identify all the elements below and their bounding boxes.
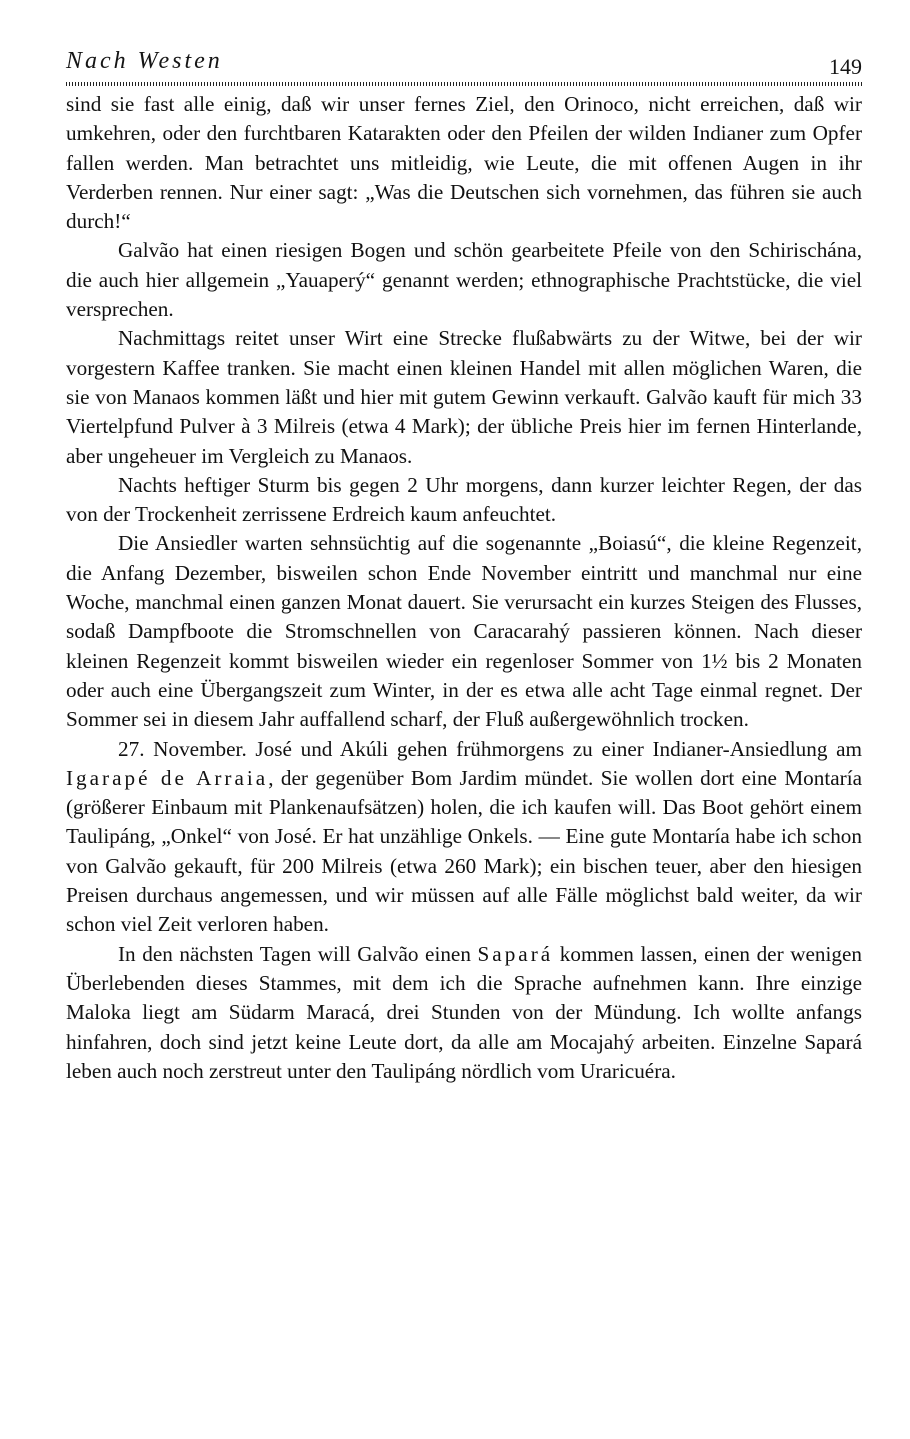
paragraph-text: kommen lassen, einen der wenigen Überlebenden dieses Stammes, mit dem ich die Sprache aufnehmen kann. Ihre einzige Maloka liegt am Südarm Maracá, drei Stunden von der Mündung. Ich wollte anfangs hinfahren, doch sind jetzt keine Leute dort, da alle am Mocajahý arbeiten. Einzelne Sapará leben auch noch zerstreut unter den Taulipáng nördlich vom Uraricuéra. <box>66 941 862 1083</box>
paragraph-text: , der gegenüber Bom Jardim mündet. Sie wollen dort eine Montaría (größerer Einbaum mit Plankenaufsätzen) holen, die ich kaufen will. Das Boot gehört einem Taulipáng, „Onkel“ von José. Er hat unzählige Onkels. — Eine gute Montaría habe ich schon von Galvão gekauft, für 200 Milreis (etwa 260 Mark); ein bischen teuer, aber den hiesigen Preisen durchaus angemessen, und wir müssen auf alle Fälle möglichst bald weiter, da wir schon viel Zeit verloren haben. <box>66 765 862 937</box>
paragraph <box>66 529 862 734</box>
paragraph-text: Nachts heftiger Sturm bis gegen 2 Uhr morgens, dann kurzer leichter Regen, der das von der Trockenheit zerrissene Erdreich kaum anfeuchtet. <box>66 472 862 527</box>
running-head-title: Nach Westen <box>66 48 223 74</box>
paragraph <box>66 236 862 324</box>
paragraph <box>66 735 862 940</box>
paragraph-text: Die Ansiedler warten sehnsüchtig auf die sogenannte „Boiasú“, die kleine Regenzeit, die Anfang Dezember, bisweilen schon Ende November eintritt und manchmal nur eine Woche, manchmal einen ganzen Monat dauert. Sie verursacht ein kurzes Steigen des Flusses, sodaß Dampfboote die Stromschnellen von Caracarahý passieren können. Nach dieser kleinen Regenzeit kommt bisweilen wieder ein regenloser Sommer von 1½ bis 2 Monaten oder auch eine Übergangszeit zum Winter, in der es etwa alle acht Tage einmal regnet. Der Sommer sei in diesem Jahr auffallend scharf, der Fluß außergewöhnlich trocken. <box>66 531 862 732</box>
paragraph-text: Galvão hat einen riesigen Bogen und schön gearbeitete Pfeile von den Schirischána, die auch hier allgemein „Yauaperý“ genannt werden; ethnographische Prachtstücke, die viel versprechen. <box>66 238 862 322</box>
paragraph <box>66 940 862 1086</box>
place-name: Igarapé de Arraia <box>66 765 269 790</box>
paragraph <box>66 324 862 470</box>
page-number: 149 <box>829 54 862 79</box>
book-page <box>66 48 862 1086</box>
tribe-name: Sapará <box>477 941 554 966</box>
running-head <box>66 48 862 86</box>
paragraph-text: 27. November. José und Akúli gehen frühmorgens zu einer Indianer-Ansiedlung am <box>118 736 862 761</box>
paragraph-text: In den nächsten Tagen will Galvão einen <box>118 941 478 966</box>
paragraph-text: Nachmittags reitet unser Wirt eine Strecke flußabwärts zu der Witwe, bei der wir vorgestern Kaffee tranken. Sie macht einen kleinen Handel mit allen möglichen Waren, die sie von Manaos kommen läßt und hier mit gutem Gewinn verkauft. Galvão kauft für mich 33 Viertelpfund Pulver à 3 Milreis (etwa 4 Mark); der übliche Preis hier im fernen Hinterlande, aber ungeheuer im Vergleich zu Manaos. <box>66 326 862 468</box>
paragraph <box>66 90 862 236</box>
body-text <box>66 90 862 1086</box>
header-rule <box>66 82 862 86</box>
paragraph-text: sind sie fast alle einig, daß wir unser fernes Ziel, den Orinoco, nicht erreichen, daß wir umkehren, oder den furchtbaren Katarakten oder den Pfeilen der wilden Indianer zum Opfer fallen werden. Man betrachtet uns mitleidig, wie Leute, die mit offenen Augen in ihr Verderben rennen. Nur einer sagt: „Was die Deutschen sich vornehmen, das führen sie auch durch!“ <box>66 92 862 234</box>
paragraph <box>66 471 862 530</box>
